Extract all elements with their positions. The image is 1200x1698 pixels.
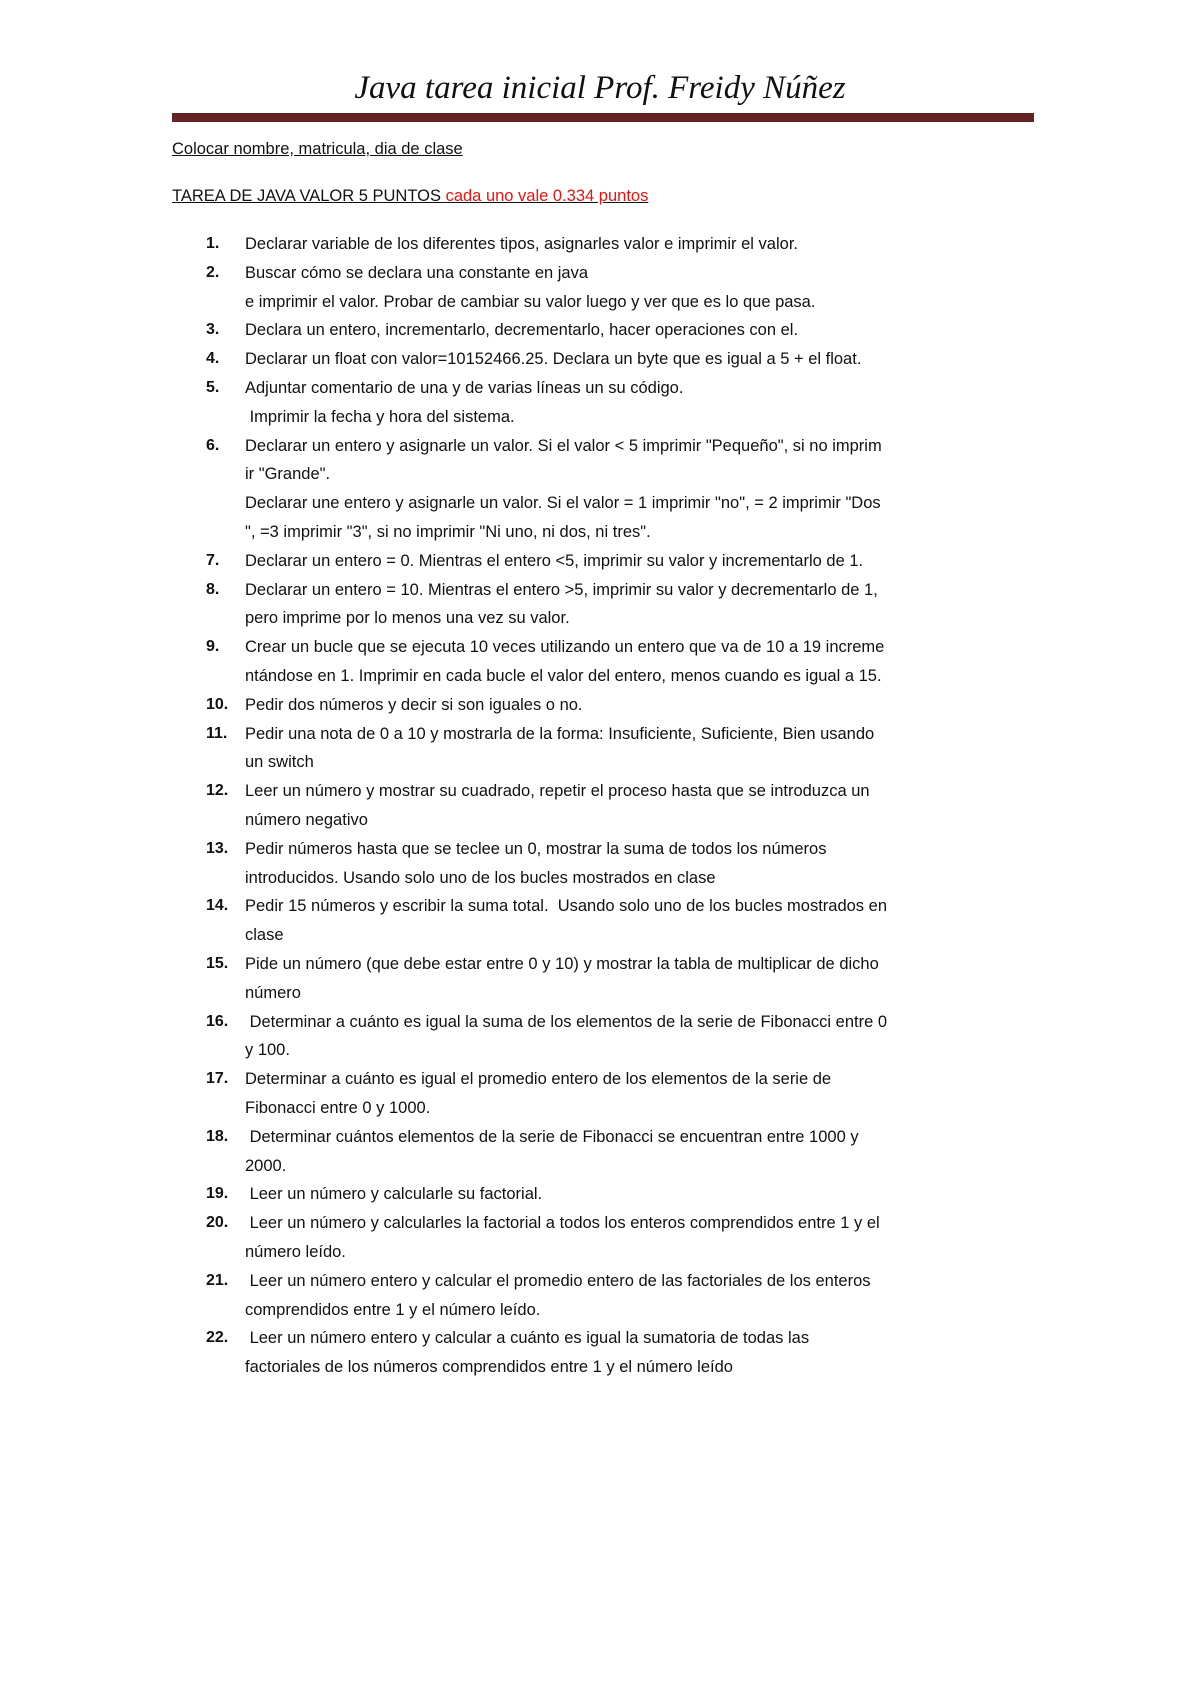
list-item-text: pero imprime por lo menos una vez su valor. (245, 609, 570, 628)
list-item-number: 18. (206, 1127, 229, 1145)
list-item-number: 3. (206, 321, 220, 339)
instruction-text: Colocar nombre, matricula, dia de clase (172, 140, 463, 158)
list-item-number: 17. (206, 1070, 229, 1088)
list-item-text: número (245, 983, 301, 1002)
list-item-text: número leído. (245, 1243, 346, 1261)
list-item-number: 8. (206, 580, 220, 598)
list-item-text: factoriales de los números comprendidos entre 1 y el número leído (245, 1358, 733, 1377)
list-item-text: clase (245, 926, 284, 945)
assignment-title: TAREA DE JAVA VALOR 5 PUNTOS (172, 187, 441, 205)
list-item-text: Declara un entero, incrementarlo, decrementarlo, hacer operaciones con el. (245, 321, 799, 340)
list-item-text: Imprimir la fecha y hora del sistema. (245, 407, 515, 426)
list-item-text: Pide un número (que debe estar entre 0 y 10) y mostrar la tabla de multiplicar de dicho (245, 955, 879, 973)
list-item-number: 9. (206, 638, 220, 656)
list-item-text: 2000. (245, 1156, 287, 1175)
list-item-number: 14. (206, 897, 229, 915)
list-item-number: 1. (206, 235, 220, 252)
page-title: Java tarea inicial Prof. Freidy Núñez (354, 70, 846, 106)
list-item-text: y 100. (245, 1041, 290, 1060)
list-item-text: introducidos. Usando solo uno de los bucles mostrados en clase (245, 868, 716, 887)
list-item-text: Fibonacci entre 0 y 1000. (245, 1099, 431, 1117)
list-item-text: Leer un número y mostrar su cuadrado, repetir el proceso hasta que se introduzca un (245, 782, 870, 801)
list-item-number: 22. (206, 1329, 229, 1347)
list-item-number: 21. (206, 1271, 229, 1289)
list-item-text: Pedir dos números y decir si son iguales o no. (245, 695, 583, 714)
list-item-text: ir "Grande". (245, 465, 331, 484)
list-item-number: 12. (206, 782, 229, 800)
list-item-number: 5. (206, 379, 220, 396)
list-item-text: Determinar a cuánto es igual el promedio entero de los elementos de la serie de (245, 1070, 832, 1089)
list-item-text: Declarar un entero = 0. Mientras el entero <5, imprimir su valor y incrementarlo de 1. (245, 551, 864, 570)
list-item-text: ", =3 imprimir "3", si no imprimir "Ni uno, ni dos, ni tres". (245, 523, 651, 541)
list-item-number: 11. (206, 724, 228, 742)
list-item-text: Declarar un entero = 10. Mientras el entero >5, imprimir su valor y decrementarlo de 1, (245, 580, 878, 599)
list-item-text: Declarar variable de los diferentes tipos, asignarles valor e imprimir el valor. (245, 235, 798, 253)
list-item-number: 20. (206, 1214, 229, 1232)
list-item-text: un switch (245, 753, 314, 772)
list-item-number: 15. (206, 955, 229, 972)
points-note: cada uno vale 0.334 puntos (445, 187, 649, 205)
list-item-number: 10. (206, 695, 229, 713)
list-item-number: 7. (206, 551, 220, 569)
header-divider (172, 113, 1034, 122)
list-item-text: comprendidos entre 1 y el número leído. (245, 1300, 541, 1319)
list-item-text: Leer un número entero y calcular a cuánto es igual la sumatoria de todas las (245, 1329, 810, 1348)
list-item-text: Pedir números hasta que se teclee un 0, mostrar la suma de todos los números (245, 839, 827, 858)
list-item-number: 2. (206, 263, 220, 281)
list-item-number: 13. (206, 839, 229, 857)
list-item-number: 16. (206, 1012, 229, 1030)
list-item-text: Leer un número entero y calcular el promedio entero de las factoriales de los enteros (245, 1271, 871, 1290)
list-item-text: número negativo (245, 811, 368, 829)
list-item-text: Determinar cuántos elementos de la serie de Fibonacci se encuentran entre 1000 y (245, 1127, 859, 1146)
list-item-text: Leer un número y calcularles la factorial a todos los enteros comprendidos entre 1 y el (245, 1214, 880, 1233)
list-item-text: Leer un número y calcularle su factorial. (245, 1185, 543, 1204)
list-item-text: Crear un bucle que se ejecuta 10 veces utilizando un entero que va de 10 a 19 increme (245, 638, 885, 657)
assignment-heading (172, 187, 648, 206)
list-item-text: Declarar un float con valor=10152466.25. Declara un byte que es igual a 5 + el float. (245, 350, 862, 369)
list-item-text: Adjuntar comentario de una y de varias líneas un su código. (245, 379, 684, 397)
list-item-number: 6. (206, 436, 220, 454)
list-item-text: Pedir una nota de 0 a 10 y mostrarla de la forma: Insuficiente, Suficiente, Bien usando (245, 724, 875, 743)
list-item-number: 4. (206, 350, 220, 368)
list-item-text: Declarar un entero y asignarle un valor. Si el valor < 5 imprimir "Pequeño", si no imprim (245, 436, 882, 455)
list-item-text: Buscar cómo se declara una constante en java (245, 263, 589, 282)
list-item-text: Declarar une entero y asignarle un valor. Si el valor = 1 imprimir "no", = 2 imprimir "Dos (245, 494, 881, 513)
list-item-number: 19. (206, 1185, 229, 1203)
list-item-text: Pedir 15 números y escribir la suma total. Usando solo uno de los bucles mostrados en (245, 897, 887, 916)
list-item-text: ntándose en 1. Imprimir en cada bucle el valor del entero, menos cuando es igual a 15. (245, 667, 882, 685)
list-item-text: Determinar a cuánto es igual la suma de los elementos de la serie de Fibonacci entre 0 (245, 1012, 888, 1031)
list-item-text: e imprimir el valor. Probar de cambiar su valor luego y ver que es lo que pasa. (245, 292, 816, 311)
